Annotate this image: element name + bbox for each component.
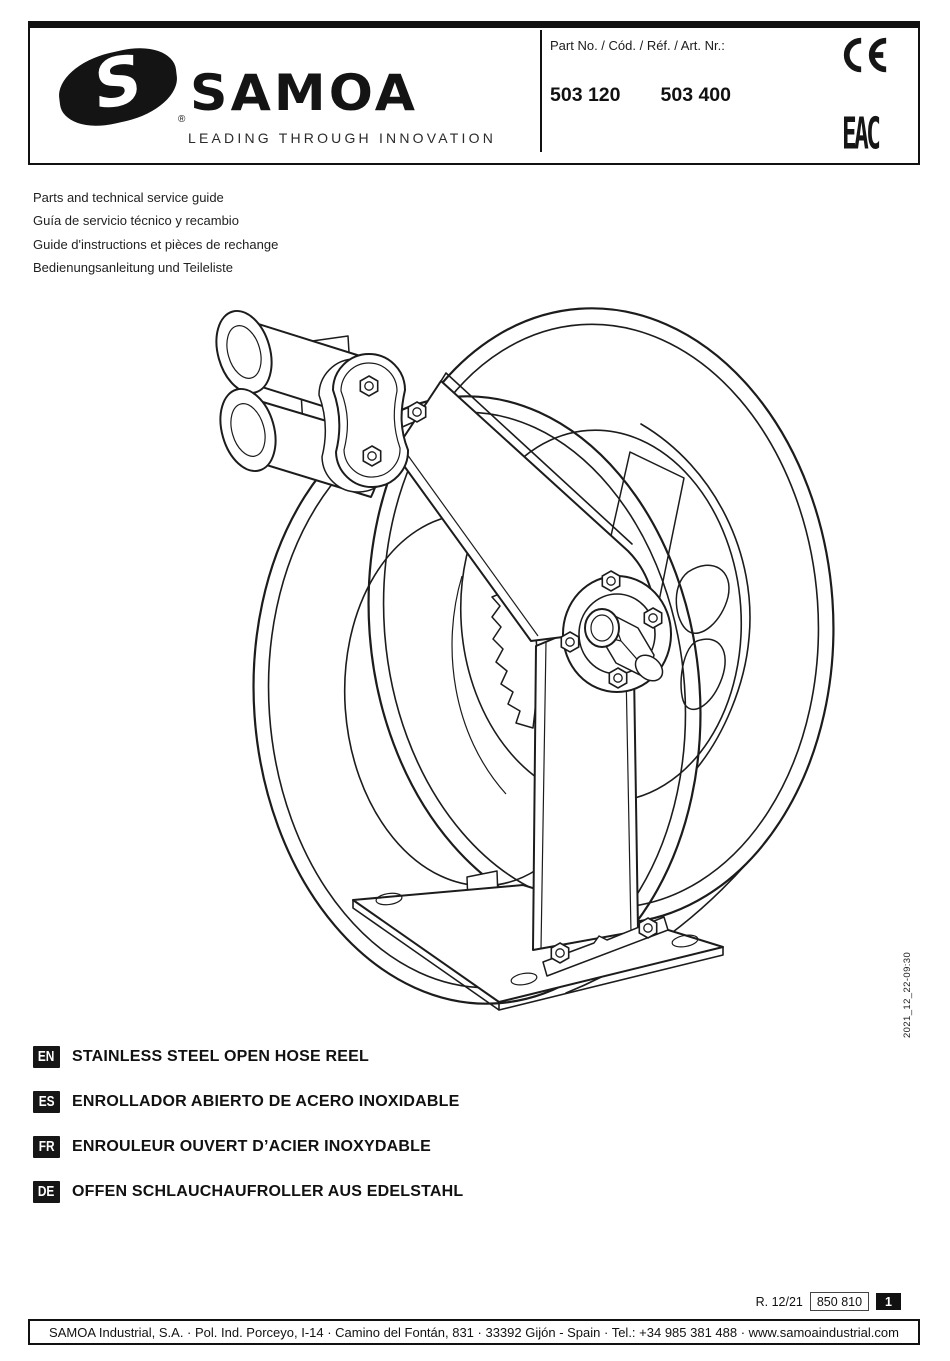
- doc-number: 850 810: [810, 1292, 869, 1311]
- page-number: 1: [876, 1293, 901, 1310]
- bracket-bolt: [363, 446, 380, 466]
- hub-bolt: [644, 608, 661, 628]
- product-row-de: [33, 1181, 463, 1203]
- product-name-es: ENROLLADOR ABIERTO DE ACERO INOXIDABLE: [72, 1093, 460, 1110]
- product-name-en: STAINLESS STEEL OPEN HOSE REEL: [72, 1048, 370, 1065]
- lang-badge-fr: FR: [33, 1136, 60, 1158]
- product-name-list: [33, 1046, 463, 1226]
- registered-mark: ®: [178, 114, 186, 125]
- guide-title-es: Guía de servicio técnico y recambio: [33, 213, 239, 229]
- revision-label: R. 12/21: [755, 1294, 803, 1309]
- roller-bracket: [333, 354, 408, 487]
- revision-row: [756, 1292, 901, 1311]
- guide-title-fr: Guide d'instructions et pièces de rechange: [33, 236, 279, 252]
- guide-title-en: Parts and technical service guide: [33, 190, 224, 205]
- product-row-en: [33, 1046, 463, 1068]
- lang-badge-de: DE: [33, 1181, 60, 1203]
- lang-badge-es: ES: [33, 1091, 60, 1113]
- eac-mark-text: EAC: [842, 108, 879, 159]
- brand-wordmark: SAMOA: [190, 64, 419, 122]
- logo-monogram: S: [87, 39, 149, 125]
- product-name-de: OFFEN SCHLAUCHAUFROLLER AUS EDELSTAHL: [72, 1183, 464, 1200]
- product-row-es: [33, 1091, 463, 1113]
- company-address: SAMOA Industrial, S.A. · Pol. Ind. Porceyo, I-14 · Camino del Fontán, 831 · 33392 Gijón - Spain · Tel.: +34 985 381 488 · www.samoaindustrial.com: [49, 1324, 899, 1340]
- part-number-label: Part No. / Cód. / Réf. / Art. Nr.:: [550, 38, 725, 53]
- part-number-2: 503 400: [660, 84, 731, 106]
- hub-bolt: [609, 668, 626, 688]
- bracket-bolt: [360, 376, 377, 396]
- company-address-bar: [28, 1319, 920, 1345]
- brand-tagline: LEADING THROUGH INNOVATION: [188, 130, 496, 146]
- product-row-fr: [33, 1136, 463, 1158]
- plot-timestamp: 2021_12_22-09:30: [902, 951, 913, 1038]
- guide-title-de: Bedienungsanleitung und Teileliste: [33, 259, 233, 275]
- base-bolt: [639, 918, 656, 938]
- hub-bolt: [602, 571, 619, 591]
- hub-bolt: [561, 632, 578, 652]
- base-bolt: [551, 943, 568, 963]
- disc-petal-cutout: [681, 639, 725, 709]
- part-number-1: 503 120: [550, 84, 621, 106]
- product-name-fr: ENROULEUR OUVERT D’ACIER INOXYDABLE: [72, 1138, 432, 1155]
- arm-bolt: [408, 402, 425, 422]
- lang-badge-en: EN: [33, 1046, 60, 1068]
